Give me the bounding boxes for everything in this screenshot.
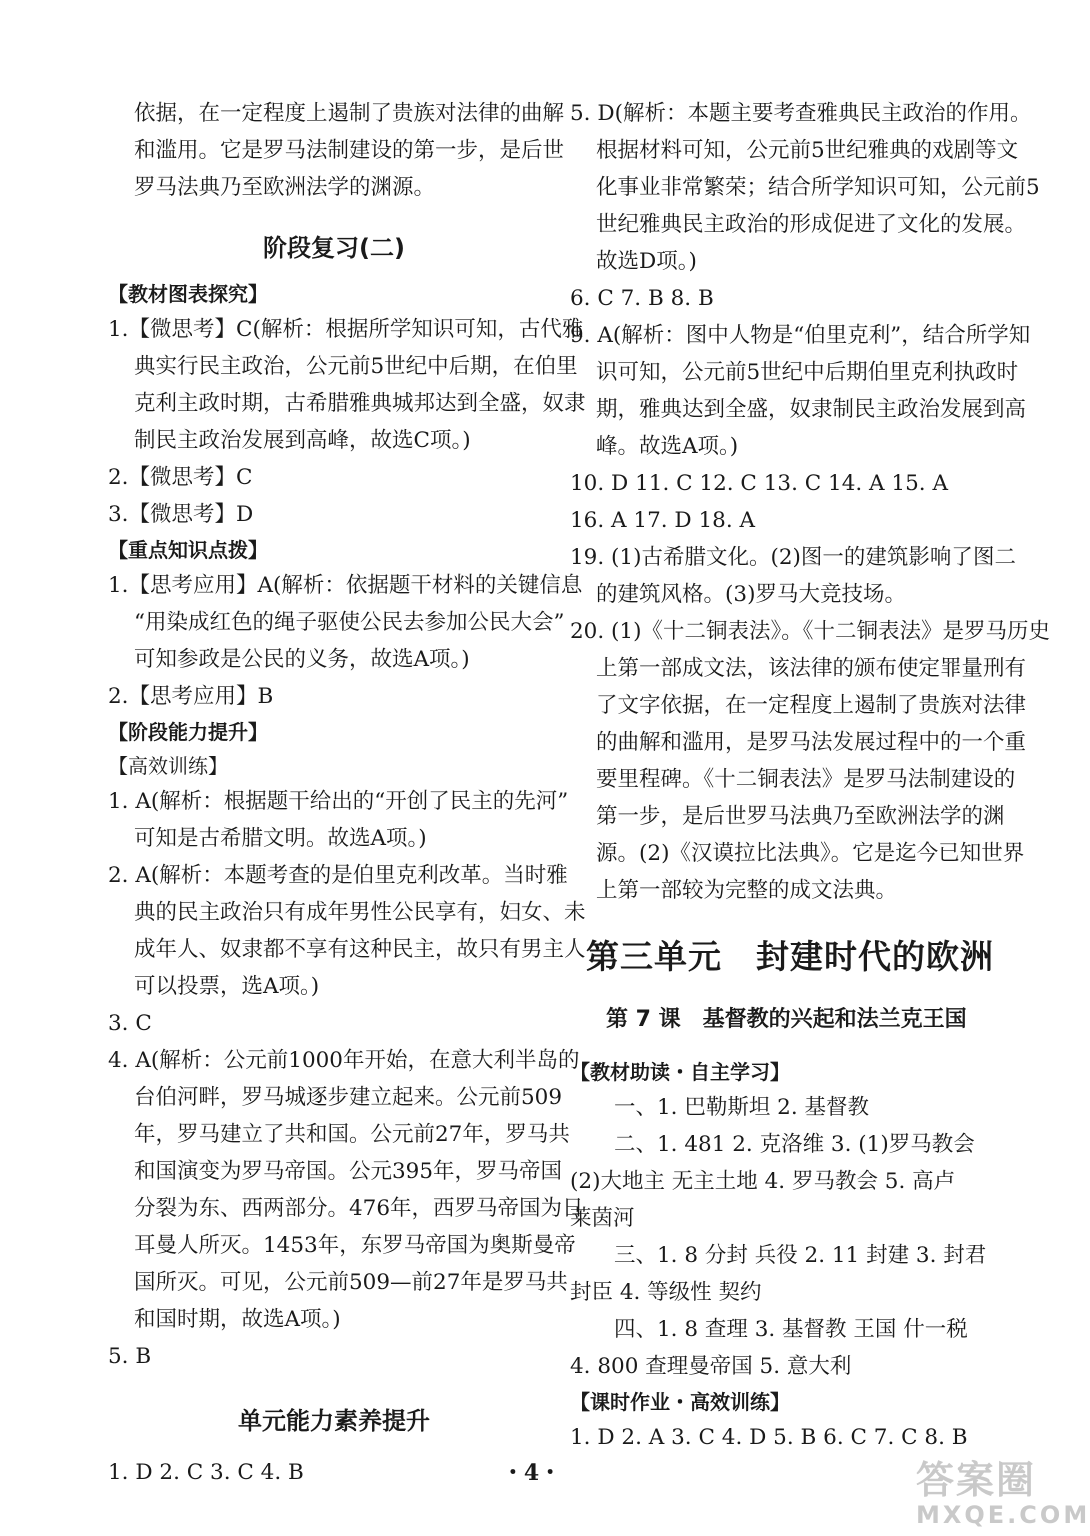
intro-line: 依据，在一定程度上遏制了贵族对法律的曲解 <box>134 101 565 126</box>
answer-line: 1. A(解析：根据题干给出的“开创了民主的先河” <box>108 789 569 814</box>
section-header: 【教材图表探究】 <box>108 282 268 306</box>
answer-line: 2.【微思考】C <box>108 465 253 490</box>
answer-line: 4. A(解析：公元前1000年开始，在意大利半岛的 <box>108 1048 580 1073</box>
watermark-url: MXQE.COM <box>916 1501 1090 1529</box>
answer-line: 克利主政时期，古希腊雅典城邦达到全盛，奴隶 <box>134 391 586 416</box>
answer-line: 19. (1)古希腊文化。(2)图一的建筑影响了图二 <box>570 545 1016 570</box>
answer-line: 四、1. 8 查理 3. 基督教 王国 什一税 <box>614 1317 968 1342</box>
intro-line: 和滥用。它是罗马法制建设的第一步，是后世 <box>134 138 565 163</box>
answer-line: 封臣 4. 等级性 契约 <box>570 1280 762 1305</box>
subsection-header: 【高效训练】 <box>108 754 228 778</box>
answer-line: 期，雅典达到全盛，奴隶制民主政治发展到高 <box>596 397 1027 422</box>
section-header: 【重点知识点拨】 <box>108 538 268 562</box>
answer-line: “用染成红色的绳子驱使公民去参加公民大会” <box>134 610 565 635</box>
answer-line: 二、1. 481 2. 克洛维 3. (1)罗马教会 <box>614 1132 975 1157</box>
answer-line: 10. D 11. C 12. C 13. C 14. A 15. A <box>570 471 948 496</box>
answer-line: 16. A 17. D 18. A <box>570 508 756 533</box>
answer-line: 第一步，是后世罗马法典乃至欧洲法学的渊 <box>596 804 1005 829</box>
answer-line: 识可知，公元前5世纪中后期伯里克利执政时 <box>596 360 1019 385</box>
page-number: ・4・ <box>501 1460 562 1486</box>
left-column <box>108 95 586 1491</box>
answer-line: 年，罗马建立了共和国。公元前27年，罗马共 <box>134 1122 570 1147</box>
answer-line: 化事业非常繁荣；结合所学知识可知，公元前5 <box>596 175 1040 200</box>
answer-line: 1.【微思考】C(解析：根据所学知识可知，古代雅 <box>108 317 584 342</box>
intro-line: 罗马法典乃至欧洲法学的渊源。 <box>134 175 436 200</box>
section-header: 【教材助读・自主学习】 <box>570 1060 790 1084</box>
watermark-text: 答案圈 <box>916 1458 1037 1502</box>
answer-line: 5. D(解析：本题主要考查雅典民主政治的作用。 <box>570 101 1032 126</box>
answer-line: 峰。故选A项。) <box>596 434 739 459</box>
answer-line: 典实行民主政治，公元前5世纪中后期，在伯里 <box>134 354 578 379</box>
answer-line: 台伯河畔，罗马城逐步建立起来。公元前509 <box>134 1085 563 1110</box>
section-header: 【阶段能力提升】 <box>108 720 268 744</box>
answer-line: 国所灭。可见，公元前509—前27年是罗马共 <box>134 1270 568 1295</box>
answer-line: 9. A(解析：图中人物是“伯里克利”，结合所学知 <box>570 323 1031 348</box>
answer-line: 的建筑风格。(3)罗马大竞技场。 <box>596 582 906 607</box>
answer-line: 5. B <box>108 1344 152 1369</box>
answer-line: 莱茵河 <box>570 1206 635 1231</box>
answer-line: 耳曼人所灭。1453年，东罗马帝国为奥斯曼帝 <box>134 1233 576 1258</box>
answer-line: 2. A(解析：本题考查的是伯里克利改革。当时雅 <box>108 863 568 888</box>
answer-line: 和国时期，故选A项。) <box>134 1307 341 1332</box>
answer-line: 3. C <box>108 1011 152 1036</box>
answer-line: 一、1. 巴勒斯坦 2. 基督教 <box>614 1095 870 1120</box>
answer-line: 典的民主政治只有成年男性公民享有，妇女、未 <box>134 900 586 925</box>
answer-line: 制民主政治发展到高峰，故选C项。) <box>134 428 471 453</box>
answer-line: 源。(2)《汉谟拉比法典》。它是迄今已知世界 <box>596 841 1025 866</box>
answer-line: 可以投票，选A项。) <box>134 974 320 999</box>
answer-line: 世纪雅典民主政治的形成促进了文化的发展。 <box>596 212 1027 237</box>
section-header: 【课时作业・高效训练】 <box>570 1390 790 1414</box>
answer-line: 可知是古希腊文明。故选A项。) <box>134 826 427 851</box>
answer-line: 1. D 2. C 3. C 4. B <box>108 1460 304 1485</box>
answer-line: 了文字依据，在一定程度上遏制了贵族对法律 <box>596 693 1027 718</box>
right-column <box>570 95 1050 1456</box>
answer-line: 1. D 2. A 3. C 4. D 5. B 6. C 7. C 8. B <box>570 1425 968 1450</box>
answer-line: 6. C 7. B 8. B <box>570 286 714 311</box>
answer-line: 3.【微思考】D <box>108 502 254 527</box>
answer-line: 要里程碑。《十二铜表法》是罗马法制建设的 <box>596 767 1016 792</box>
answer-line: 三、1. 8 分封 兵役 2. 11 封建 3. 封君 <box>614 1243 987 1268</box>
answer-line: 上第一部成文法，该法律的颁布使定罪量刑有 <box>596 656 1027 681</box>
answer-line: 和国演变为罗马帝国。公元395年，罗马帝国 <box>134 1159 563 1184</box>
answer-line: 上第一部较为完整的成文法典。 <box>596 878 898 903</box>
answer-line: 分裂为东、西两部分。476年，西罗马帝国为日 <box>134 1196 584 1221</box>
section-title: 阶段复习(二) <box>263 234 405 262</box>
answer-line: 4. 800 查理曼帝国 5. 意大利 <box>570 1354 852 1379</box>
answer-line: 成年人、奴隶都不享有这种民主，故只有男主人 <box>134 937 586 962</box>
answer-line: (2)大地主 无主土地 4. 罗马教会 5. 高卢 <box>570 1169 956 1194</box>
answer-line: 1.【思考应用】A(解析：依据题干材料的关键信息 <box>108 573 583 598</box>
answer-line: 可知参政是公民的义务，故选A项。) <box>134 647 470 672</box>
watermark-logo <box>916 1458 1090 1532</box>
answer-line: 故选D项。) <box>596 249 697 274</box>
section-title: 单元能力素养提升 <box>238 1407 430 1435</box>
answer-line: 2.【思考应用】B <box>108 684 274 709</box>
answer-line: 的曲解和滥用，是罗马法发展过程中的一个重 <box>596 730 1027 755</box>
unit-title: 第三单元 封建时代的欧洲 <box>586 937 994 976</box>
answer-line: 20. (1)《十二铜表法》。《十二铜表法》是罗马历史 <box>570 619 1050 644</box>
answer-line: 根据材料可知，公元前5世纪雅典的戏剧等文 <box>596 138 1019 163</box>
lesson-title: 第 7 课 基督教的兴起和法兰克王国 <box>606 1007 967 1032</box>
